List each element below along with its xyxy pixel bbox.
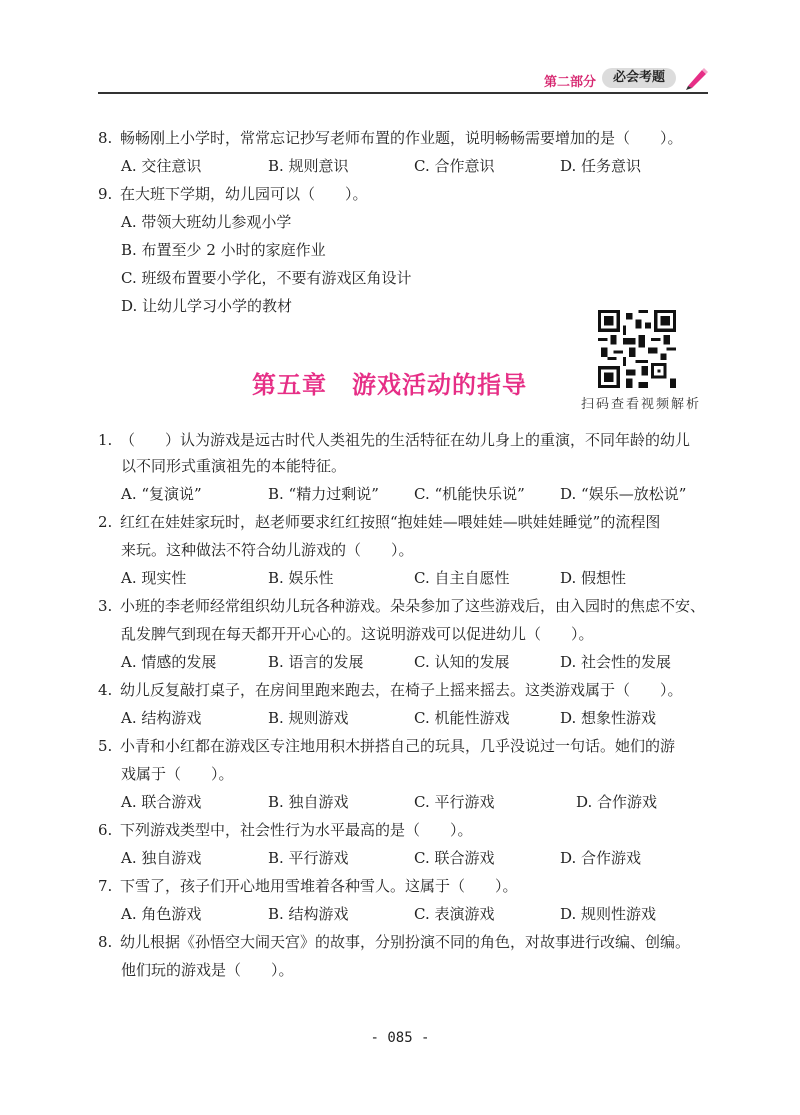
question-number: 5. <box>98 737 113 755</box>
option-b: B. 结构游戏 <box>268 905 349 923</box>
question-text: 红红在娃娃家玩时，赵老师要求红红按照“抱娃娃—喂娃娃—哄娃娃睡觉”的流程图 <box>120 513 661 531</box>
option-b: B. 规则意识 <box>268 157 349 175</box>
option-a: A. 交往意识 <box>121 157 202 175</box>
section-badge: 必会考题 <box>602 68 676 88</box>
option-c: C. 认知的发展 <box>414 653 510 671</box>
option-a: A. 角色游戏 <box>121 905 202 923</box>
option-c: C. 表演游戏 <box>414 905 495 923</box>
question-text-cont: 戏属于（ ）。 <box>121 765 234 783</box>
question-text: 下列游戏类型中，社会性行为水平最高的是（ ）。 <box>120 821 473 839</box>
option-c: C. 平行游戏 <box>414 793 495 811</box>
question-number: 9. <box>98 185 113 203</box>
question-text-cont: 来玩。这种做法不符合幼儿游戏的（ ）。 <box>121 541 414 559</box>
option-b: B. 平行游戏 <box>268 849 349 867</box>
option-d: D. 合作游戏 <box>560 849 642 867</box>
option-a: A. 独自游戏 <box>121 849 202 867</box>
chapter-title: 第五章 游戏活动的指导 <box>252 370 527 399</box>
question-text: 在大班下学期，幼儿园可以（ ）。 <box>120 185 368 203</box>
question-number: 2. <box>98 513 113 531</box>
question-8-prev <box>98 128 683 148</box>
option-d: D. 社会性的发展 <box>560 653 672 671</box>
option-a: A. 现实性 <box>121 569 187 587</box>
question-text: 幼儿反复敲打桌子，在房间里跑来跑去，在椅子上摇来摇去。这类游戏属于（ ）。 <box>120 681 683 699</box>
option-d: D. 让幼儿学习小学的教材 <box>121 297 293 315</box>
option-c: C. 自主自愿性 <box>414 569 510 587</box>
option-b: B. 独自游戏 <box>268 793 349 811</box>
question-text: 小青和小红都在游戏区专注地用积木拼搭自己的玩具，几乎没说过一句话。她们的游 <box>120 737 676 755</box>
question-9-prev <box>98 184 368 204</box>
question-number: 1. <box>98 431 113 449</box>
question-number: 4. <box>98 681 113 699</box>
qr-code-icon[interactable] <box>598 310 676 388</box>
question-text: 畅畅刚上小学时，常常忘记抄写老师布置的作业题，说明畅畅需要增加的是（ ）。 <box>120 129 683 147</box>
question-8 <box>98 932 690 952</box>
qr-caption: 扫码查看视频解析 <box>581 397 702 412</box>
question-number: 8. <box>98 933 113 951</box>
option-b: B. “精力过剩说” <box>268 485 379 503</box>
option-c: C. 机能性游戏 <box>414 709 510 727</box>
option-a: A. 情感的发展 <box>121 653 217 671</box>
question-text-cont: 乱发脾气到现在每天都开开心心的。这说明游戏可以促进幼儿（ ）。 <box>121 625 594 643</box>
section-label: 第二部分 <box>543 75 596 90</box>
option-b: B. 语言的发展 <box>268 653 364 671</box>
option-b: B. 布置至少 2 小时的家庭作业 <box>121 241 326 259</box>
option-b: B. 规则游戏 <box>268 709 349 727</box>
question-text: 幼儿根据《孙悟空大闹天宫》的故事，分别扮演不同的角色，对故事进行改编、创编。 <box>120 933 691 951</box>
question-number: 8. <box>98 129 113 147</box>
question-3 <box>98 596 705 616</box>
option-c: C. 合作意识 <box>414 157 495 175</box>
question-5 <box>98 736 675 756</box>
question-number: 7. <box>98 877 113 895</box>
question-text: 下雪了，孩子们开心地用雪堆着各种雪人。这属于（ ）。 <box>120 877 518 895</box>
question-1 <box>98 430 690 450</box>
option-d: D. 想象性游戏 <box>560 709 657 727</box>
question-text: （ ）认为游戏是远古时代人类祖先的生活特征在幼儿身上的重演，不同年龄的幼儿 <box>120 431 691 449</box>
question-text: 小班的李老师经常组织幼儿玩各种游戏。朵朵参加了这些游戏后，由入园时的焦虑不安、 <box>120 597 706 615</box>
option-b: B. 娱乐性 <box>268 569 334 587</box>
option-c: C. “机能快乐说” <box>414 485 525 503</box>
option-d: D. 合作游戏 <box>576 793 658 811</box>
question-2 <box>98 512 660 532</box>
question-4 <box>98 680 683 700</box>
question-7 <box>98 876 518 896</box>
option-a: A. 联合游戏 <box>121 793 202 811</box>
option-c: C. 班级布置要小学化，不要有游戏区角设计 <box>121 269 412 287</box>
option-d: D. 规则性游戏 <box>560 905 657 923</box>
option-a: A. 结构游戏 <box>121 709 202 727</box>
option-a: A. 带领大班幼儿参观小学 <box>121 213 292 231</box>
option-d: D. “娱乐—放松说” <box>560 485 687 503</box>
option-a: A. “复演说” <box>121 485 202 503</box>
question-text-cont: 他们玩的游戏是（ ）。 <box>121 961 294 979</box>
question-6 <box>98 820 473 840</box>
option-d: D. 假想性 <box>560 569 627 587</box>
option-d: D. 任务意识 <box>560 157 642 175</box>
question-number: 3. <box>98 597 113 615</box>
question-number: 6. <box>98 821 113 839</box>
option-c: C. 联合游戏 <box>414 849 495 867</box>
question-text-cont: 以不同形式重演祖先的本能特征。 <box>121 457 347 475</box>
page-number: - 085 - <box>370 1030 430 1046</box>
